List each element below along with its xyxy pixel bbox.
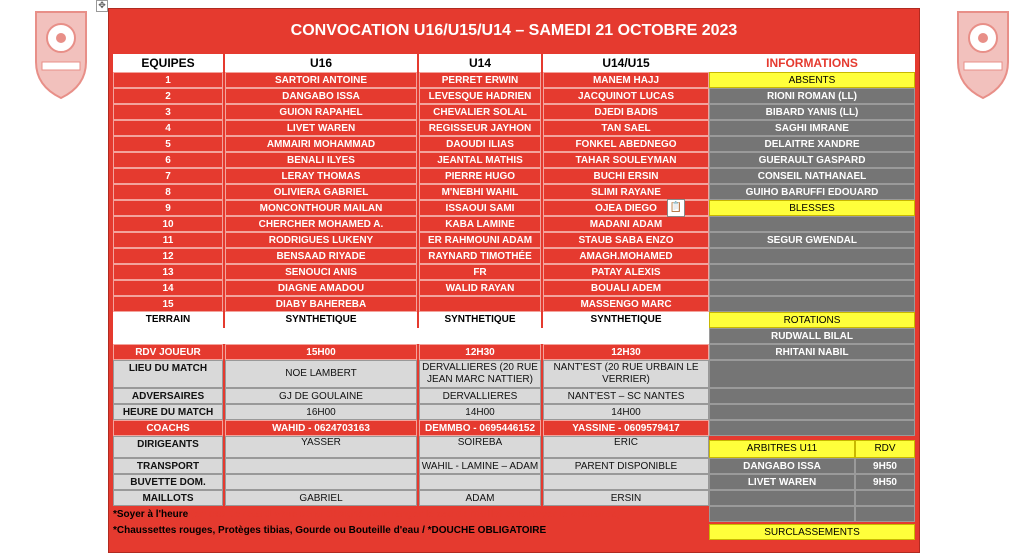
player-u14u15[interactable]: STAUB SABA ENZO [543,232,709,248]
info-empty[interactable] [709,490,855,506]
lieu-u14u15[interactable]: NANT'EST (20 RUE URBAIN LE VERRIER) [543,360,709,388]
player-u16[interactable]: LERAY THOMAS [225,168,417,184]
coachs-label[interactable]: COACHS [113,420,223,436]
player-u14[interactable]: RAYNARD TIMOTHÉE [419,248,541,264]
player-u16[interactable]: CHERCHER MOHAMED A. [225,216,417,232]
info-cell[interactable] [709,280,915,296]
player-u16[interactable]: BENSAAD RIYADE [225,248,417,264]
player-u14[interactable]: DAOUDI ILIAS [419,136,541,152]
info-cell[interactable]: BIBARD YANIS (LL) [709,104,915,120]
player-u14[interactable]: PIERRE HUGO [419,168,541,184]
player-number[interactable]: 9 [113,200,223,216]
player-u14[interactable] [419,296,541,312]
buvette-u14[interactable] [419,474,541,490]
player-u14[interactable]: ER RAHMOUNI ADAM [419,232,541,248]
dirigeant-u14[interactable]: SOIREBA [419,436,541,458]
buvette-u14u15[interactable] [543,474,709,490]
player-u14[interactable]: PERRET ERWIN [419,72,541,88]
transport-u14u15[interactable]: PARENT DISPONIBLE [543,458,709,474]
player-number[interactable]: 15 [113,296,223,312]
info-cell[interactable] [709,264,915,280]
transport-u16[interactable] [225,458,417,474]
adv-u16[interactable]: GJ DE GOULAINE [225,388,417,404]
transport-label[interactable]: TRANSPORT [113,458,223,474]
coach-u14[interactable]: DEMMBO - 0695446152 [419,420,541,436]
player-number[interactable]: 7 [113,168,223,184]
player-u14u15[interactable]: MADANI ADAM [543,216,709,232]
player-number[interactable]: 2 [113,88,223,104]
header-u14[interactable]: U14 [419,54,541,72]
player-u14u15[interactable]: TAHAR SOULEYMAN [543,152,709,168]
rdv-label[interactable]: RDV JOUEUR [113,344,223,360]
terrain-u14[interactable]: SYNTHETIQUE [419,312,541,328]
info-cell[interactable]: SEGUR GWENDAL [709,232,915,248]
info-cell[interactable] [709,296,915,312]
surclassements-label[interactable]: SURCLASSEMENTS [709,524,915,540]
adv-u14[interactable]: DERVALLIERES [419,388,541,404]
info-cell[interactable] [709,248,915,264]
dirigeant-u16[interactable]: YASSER [225,436,417,458]
player-u16[interactable]: SENOUCI ANIS [225,264,417,280]
player-u14[interactable]: REGISSEUR JAYHON [419,120,541,136]
maillots-u14[interactable]: ADAM [419,490,541,506]
info-cell[interactable]: CONSEIL NATHANAEL [709,168,915,184]
info-cell[interactable]: GUIHO BARUFFI EDOUARD [709,184,915,200]
coach-u14u15[interactable]: YASSINE - 0609579417 [543,420,709,436]
player-u14[interactable]: M'NEBHI WAHIL [419,184,541,200]
arbitres-label[interactable]: ARBITRES U11 [709,440,855,458]
player-number[interactable]: 10 [113,216,223,232]
player-number[interactable]: 5 [113,136,223,152]
lieu-label[interactable]: LIEU DU MATCH [113,360,223,388]
arbitre-rdv[interactable]: 9H50 [855,458,915,474]
arbitre-name[interactable]: LIVET WAREN [709,474,855,490]
player-u14[interactable]: ISSAOUI SAMI [419,200,541,216]
player-u16[interactable]: MONCONTHOUR MAILAN [225,200,417,216]
header-u16[interactable]: U16 [225,54,417,72]
player-u14[interactable]: KABA LAMINE [419,216,541,232]
header-informations[interactable]: INFORMATIONS [709,54,915,72]
player-u14[interactable]: CHEVALIER SOLAL [419,104,541,120]
info-empty[interactable] [855,490,915,506]
player-u14u15[interactable]: PATAY ALEXIS [543,264,709,280]
arbitre-rdv[interactable]: 9H50 [855,474,915,490]
adv-label[interactable]: ADVERSAIRES [113,388,223,404]
player-u16[interactable]: LIVET WAREN [225,120,417,136]
player-number[interactable]: 3 [113,104,223,120]
player-u14u15[interactable]: BUCHI ERSIN [543,168,709,184]
info-cell[interactable]: DELAITRE XANDRE [709,136,915,152]
info-cell[interactable]: RIONI ROMAN (LL) [709,88,915,104]
player-u14u15[interactable]: BOUALI ADEM [543,280,709,296]
player-number[interactable]: 14 [113,280,223,296]
info-cell[interactable]: ABSENTS [709,72,915,88]
info-cell[interactable]: GUERAULT GASPARD [709,152,915,168]
player-u16[interactable]: BENALI ILYES [225,152,417,168]
dirigeant-u14u15[interactable]: ERIC [543,436,709,458]
player-u14u15[interactable]: FONKEL ABEDNEGO [543,136,709,152]
note-text: *Soyer à l'heure [113,509,191,520]
info-empty[interactable] [855,506,915,522]
rotation-item[interactable]: RUDWALL BILAL [709,328,915,344]
player-u16[interactable]: AMMAIRI MOHAMMAD [225,136,417,152]
heure-label[interactable]: HEURE DU MATCH [113,404,223,420]
player-number[interactable]: 13 [113,264,223,280]
player-u14u15[interactable]: DJEDI BADIS [543,104,709,120]
player-u14u15[interactable]: OJEA DIEGO [543,200,709,216]
player-number[interactable]: 8 [113,184,223,200]
header-u14u15[interactable]: U14/U15 [543,54,709,72]
rdv-u14[interactable]: 12H30 [419,344,541,360]
player-u14u15[interactable]: JACQUINOT LUCAS [543,88,709,104]
adv-u14u15[interactable]: NANT'EST – SC NANTES [543,388,709,404]
player-number[interactable]: 4 [113,120,223,136]
player-u14[interactable]: JEANTAL MATHIS [419,152,541,168]
info-cell[interactable]: BLESSES [709,200,915,216]
player-u16[interactable]: GUION RAPAHEL [225,104,417,120]
player-u16[interactable]: DIABY BAHEREBA [225,296,417,312]
arbitre-name[interactable]: DANGABO ISSA [709,458,855,474]
terrain-label[interactable]: TERRAIN [113,312,223,328]
info-cell[interactable]: SAGHI IMRANE [709,120,915,136]
heure-u14u15[interactable]: 14H00 [543,404,709,420]
convocation-sheet [108,8,920,553]
lieu-u14[interactable]: DERVALLIERES (20 RUE JEAN MARC NATTIER) [419,360,541,388]
player-u14[interactable]: FR [419,264,541,280]
club-logo-icon [950,6,1016,102]
buvette-label[interactable]: BUVETTE DOM. [113,474,223,490]
player-u14[interactable]: WALID RAYAN [419,280,541,296]
spacer-row[interactable] [113,328,709,344]
buvette-u16[interactable] [225,474,417,490]
terrain-u14u15[interactable]: SYNTHETIQUE [543,312,709,328]
player-number[interactable]: 6 [113,152,223,168]
note-warning: (en cas de retard vous serai désigné pour ranger le sac de maillot et nettoyer le vestiaires) [190,509,621,520]
page-title: CONVOCATION U16/U15/U14 – SAMEDI 21 OCTOBRE 2023 [290,22,738,39]
info-empty[interactable] [709,420,915,436]
rdv-u16[interactable]: 15H00 [225,344,417,360]
player-u16[interactable]: RODRIGUES LUKENY [225,232,417,248]
player-number[interactable]: 1 [113,72,223,88]
player-u16[interactable]: SARTORI ANTOINE [225,72,417,88]
player-u14u15[interactable]: SLIMI RAYANE [543,184,709,200]
rotation-item[interactable]: RHITANI NABIL [709,344,915,360]
heure-u14[interactable]: 14H00 [419,404,541,420]
player-u14[interactable]: LEVESQUE HADRIEN [419,88,541,104]
info-empty[interactable] [709,506,855,522]
player-u16[interactable]: DIAGNE AMADOU [225,280,417,296]
transport-u14[interactable]: WAHIL - LAMINE – ADAM [419,458,541,474]
maillots-label[interactable]: MAILLOTS [113,490,223,506]
player-u16[interactable]: DANGABO ISSA [225,88,417,104]
heure-u16[interactable]: 16H00 [225,404,417,420]
coach-u16[interactable]: WAHID - 0624703163 [225,420,417,436]
player-u16[interactable]: OLIVIERA GABRIEL [225,184,417,200]
player-u14u15[interactable]: AMAGH.MOHAMED [543,248,709,264]
move-handle-icon[interactable]: ✥ [96,0,108,12]
maillots-u16[interactable]: GABRIEL [225,490,417,506]
header-equipes[interactable]: EQUIPES [113,54,223,72]
player-u14u15[interactable]: MASSENGO MARC [543,296,709,312]
rdv-u14u15[interactable]: 12H30 [543,344,709,360]
info-empty[interactable] [709,404,915,420]
maillots-u14u15[interactable]: ERSIN [543,490,709,506]
info-empty[interactable] [709,388,915,404]
paste-options-icon[interactable]: 📋 [667,199,685,217]
info-empty[interactable] [709,360,915,388]
club-logo-icon [28,6,94,102]
player-u14u15[interactable]: MANEM HAJJ [543,72,709,88]
player-number[interactable]: 11 [113,232,223,248]
player-u14u15[interactable]: TAN SAEL [543,120,709,136]
player-number[interactable]: 12 [113,248,223,264]
info-cell[interactable] [709,216,915,232]
rdv-label-info[interactable]: RDV [855,440,915,458]
rotations-label[interactable]: ROTATIONS [709,312,915,328]
note-line-1 [113,509,620,520]
note-line-2: *Chaussettes rouges, Protèges tibias, Gourde ou Bouteille d'eau / *DOUCHE OBLIGATOIRE [113,525,547,536]
dirigeants-label[interactable]: DIRIGEANTS [113,436,223,458]
terrain-u16[interactable]: SYNTHETIQUE [225,312,417,328]
lieu-u16[interactable]: NOE LAMBERT [225,360,417,388]
